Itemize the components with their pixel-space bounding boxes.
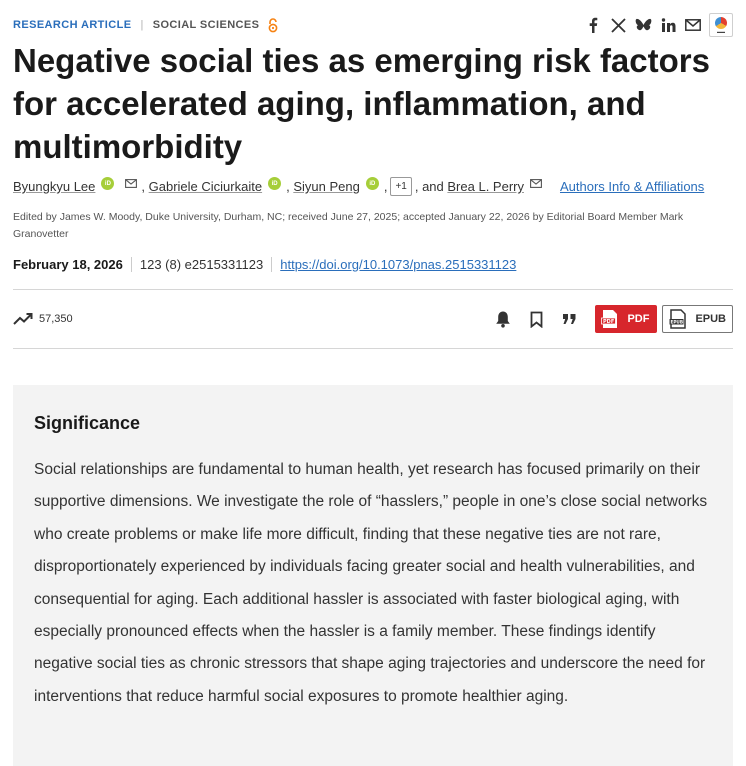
publication-info <box>13 254 516 274</box>
more-authors-button[interactable]: +1 <box>390 177 411 196</box>
bluesky-icon[interactable] <box>634 16 652 34</box>
orcid-icon[interactable]: iD <box>101 177 114 190</box>
x-icon[interactable] <box>609 16 627 34</box>
facebook-icon[interactable] <box>584 16 602 34</box>
author-separator: , <box>141 179 149 194</box>
email-icon[interactable] <box>684 16 702 34</box>
divider <box>13 289 733 290</box>
article-tools <box>13 304 733 334</box>
significance-heading: Significance <box>34 413 141 433</box>
volume-issue: 123 (8) e2515331123 <box>132 257 272 272</box>
author-link[interactable]: Byungkyu Lee <box>13 179 96 194</box>
cite-quote-icon[interactable] <box>558 308 580 330</box>
share-toolbar <box>584 13 733 37</box>
crossmark-caption-icon: ▬▬ <box>717 28 725 34</box>
article-header-bar <box>13 13 733 37</box>
bookmark-icon[interactable] <box>525 308 547 330</box>
doi-link[interactable]: https://doi.org/10.1073/pnas.2515331123 <box>280 256 517 272</box>
author-separator: , <box>286 179 294 194</box>
article-metrics[interactable] <box>13 312 73 326</box>
trending-up-icon <box>13 312 33 326</box>
author-link[interactable]: Siyun Peng <box>293 179 360 194</box>
article-kicker <box>13 18 278 33</box>
epub-download-button[interactable] <box>662 305 733 333</box>
significance-text: Social relationships are fundamental to human health, yet research has focused primarily on their supportive dimensions. We investigate the role of “hasslers,” people in one’s close social networks who create problems or make life more difficult, finding that these negative ties are not rare, disproportionately experienced by individuals facing greater social and health vulnerabilities, and consequential for aging. Each additional hassler is associated with faster biological aging, with especially pronounced effects when the hassler is a family member. These findings identify negative social ties as chronic stressors that shape aging trajectories and underscore the need for interventions that reduce harmful social exposures to promote healthier aging. <box>34 461 708 705</box>
pdf-file-icon <box>601 309 619 329</box>
epub-file-icon <box>669 309 687 329</box>
author-link[interactable]: Gabriele Ciciurkaite <box>148 179 263 194</box>
email-icon[interactable] <box>125 179 137 188</box>
linkedin-icon[interactable] <box>659 16 677 34</box>
author-list <box>13 177 738 196</box>
crossmark-badge-icon[interactable] <box>709 13 733 37</box>
kicker-separator: | <box>140 19 144 31</box>
authors-affiliations-link[interactable]: Authors Info & Affiliations <box>559 179 705 194</box>
orcid-icon[interactable]: iD <box>366 177 379 190</box>
article-actions <box>492 305 733 333</box>
crossmark-logo-icon <box>715 17 727 29</box>
editorial-info: Edited by James W. Moody, Duke University, Durham, NC; received June 27, 2025; accepted January 22, 2026 by Editorial Board Member Mark Granovetter <box>13 211 684 240</box>
divider <box>13 348 733 349</box>
epub-label: EPUB <box>695 313 726 325</box>
svg-text:EPUB: EPUB <box>670 319 684 325</box>
email-icon[interactable] <box>530 179 542 188</box>
author-and-text: , and <box>414 179 444 194</box>
views-count: 57,350 <box>39 313 73 325</box>
bell-icon[interactable] <box>492 308 514 330</box>
orcid-icon[interactable]: iD <box>268 177 281 190</box>
significance-box <box>13 385 733 766</box>
article-section-label[interactable]: SOCIAL SCIENCES <box>152 19 260 31</box>
author-separator: , <box>383 179 388 194</box>
article-title: Negative social ties as emerging risk factors for accelerated aging, inflammation, and multimorbidity <box>13 42 710 165</box>
article-type-label[interactable]: RESEARCH ARTICLE <box>13 19 132 31</box>
open-access-icon <box>268 18 278 33</box>
pdf-label: PDF <box>627 313 650 325</box>
pdf-download-button[interactable] <box>595 305 657 333</box>
author-link[interactable]: Brea L. Perry <box>447 179 524 194</box>
publication-date: February 18, 2026 <box>13 257 132 272</box>
svg-text:PDF: PDF <box>603 319 615 325</box>
